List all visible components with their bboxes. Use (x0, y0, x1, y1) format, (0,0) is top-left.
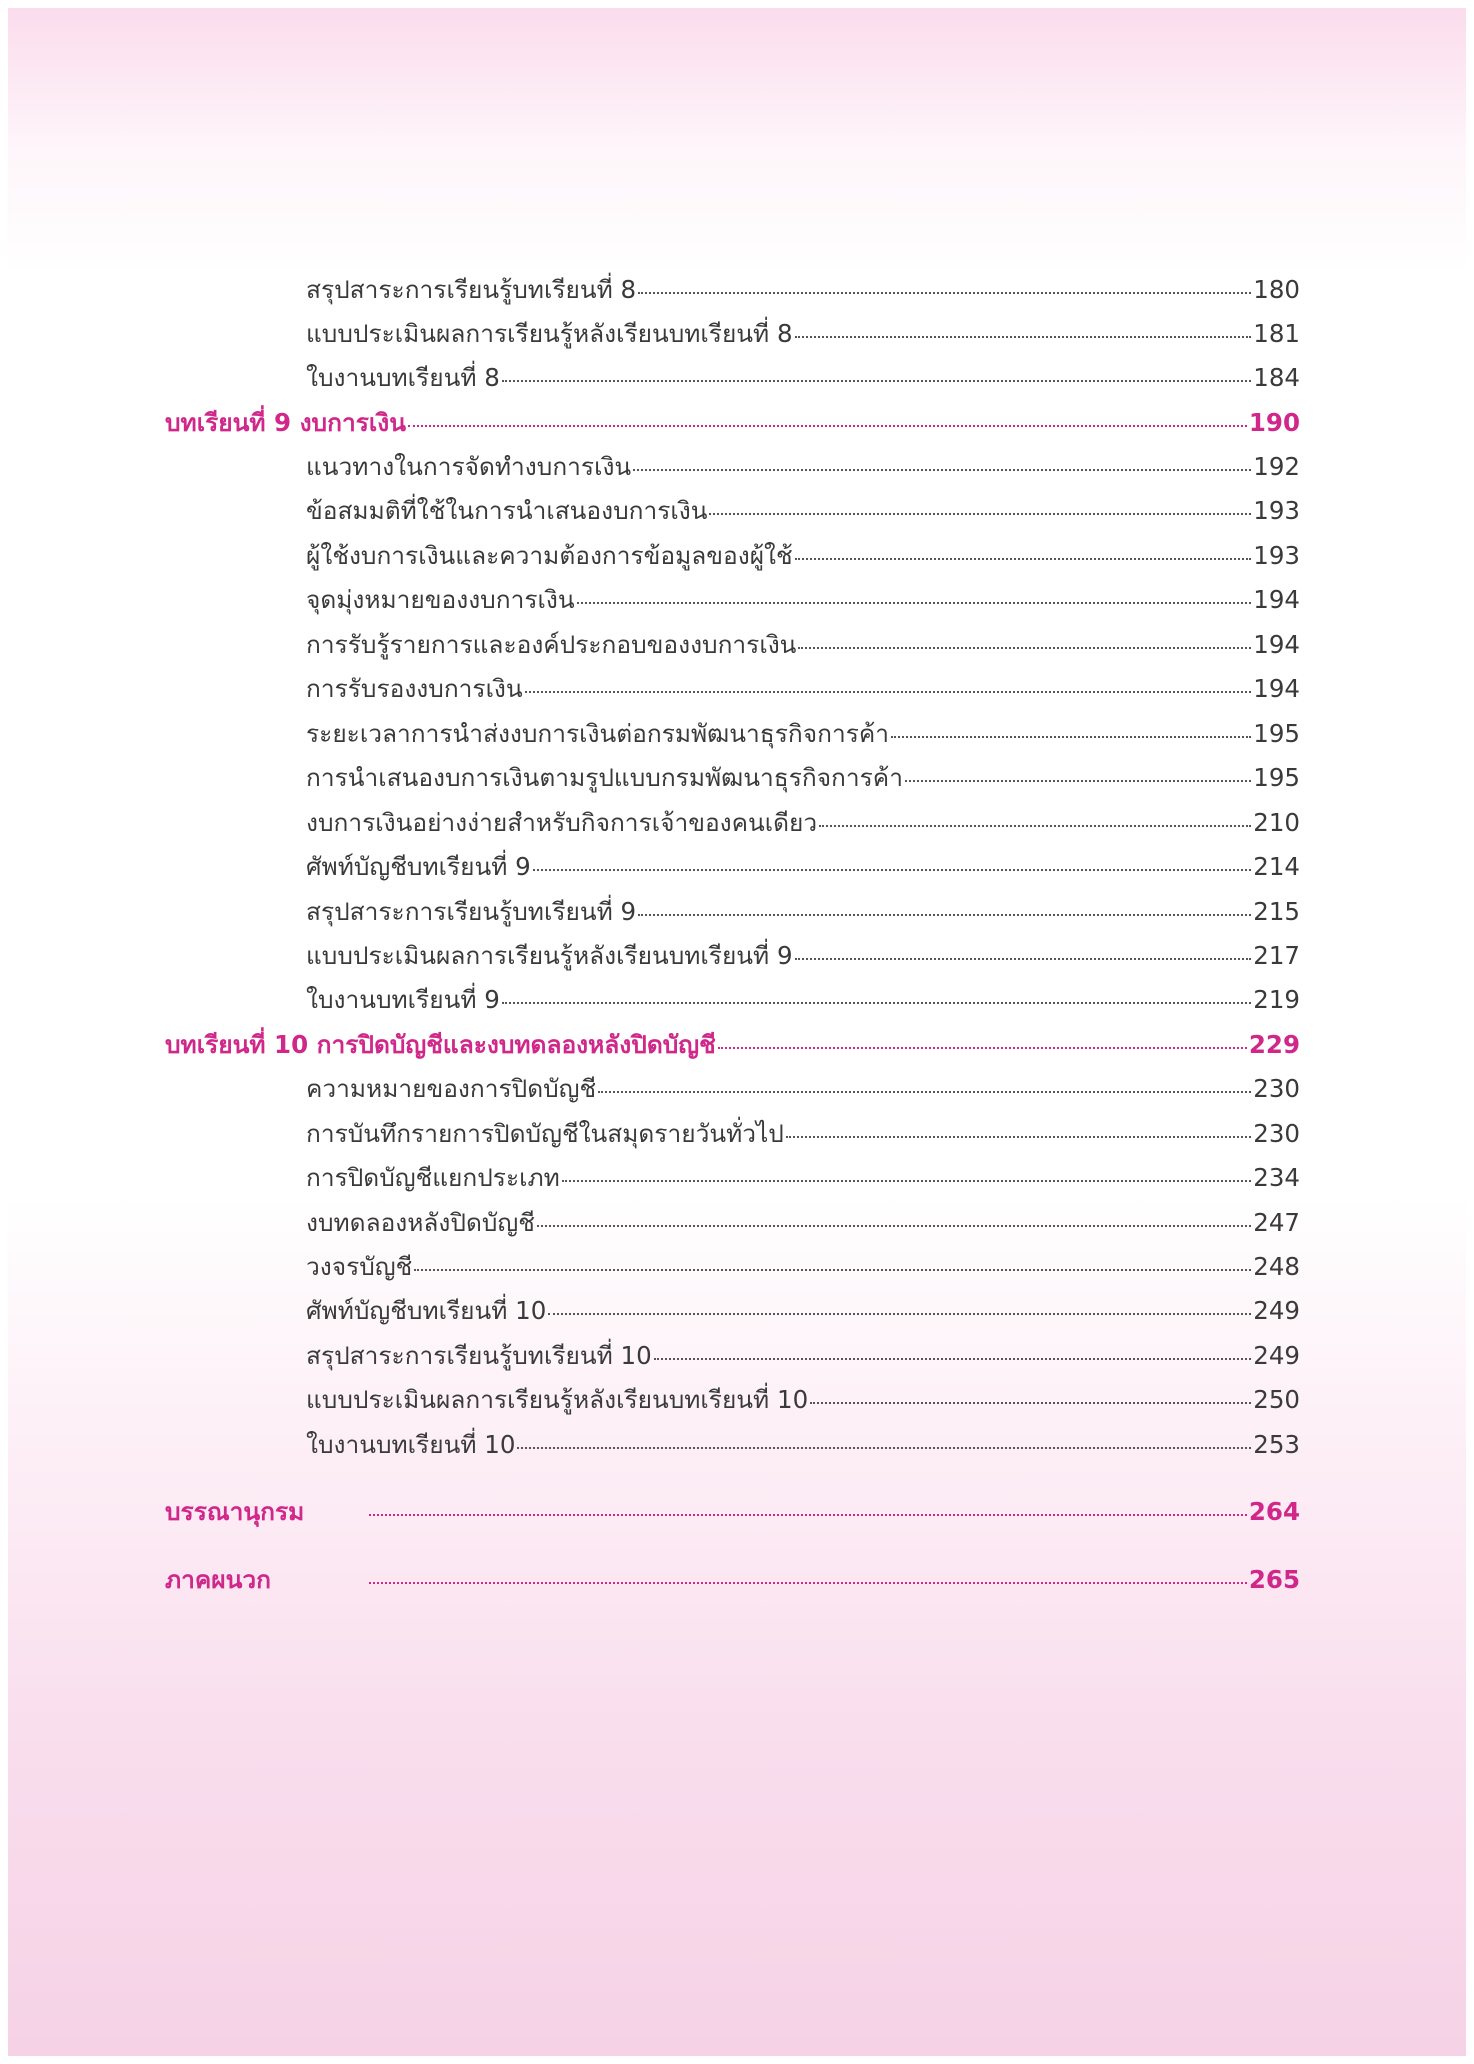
toc-entry-page: 249 (1253, 1341, 1300, 1370)
dot-leader (525, 690, 1252, 693)
toc-entry-page: 193 (1253, 496, 1300, 525)
toc-appendix-title: ภาคผนวก (165, 1565, 271, 1594)
dot-leader (369, 1513, 1247, 1516)
toc-entry-title: วงจรบัญชี (306, 1252, 413, 1281)
dot-leader (414, 1268, 1251, 1271)
toc-entry[interactable] (306, 1158, 1300, 1198)
toc-entry-title: งบการเงินอย่างง่ายสำหรับกิจการเจ้าของคนเดียว (306, 808, 818, 837)
dot-leader (795, 335, 1252, 338)
toc-entry[interactable] (306, 1336, 1300, 1376)
toc-chapter-page: 229 (1248, 1030, 1300, 1059)
toc-entry-page: 194 (1253, 585, 1300, 614)
dot-leader (598, 1090, 1251, 1093)
toc-entry[interactable] (306, 1380, 1300, 1420)
dot-leader (798, 646, 1251, 649)
toc-entry-title: ใบงานบทเรียนที่ 9 (306, 985, 500, 1014)
toc-entry[interactable] (306, 1425, 1300, 1465)
toc-appendix-page: 265 (1248, 1565, 1300, 1594)
dot-leader (533, 868, 1251, 871)
toc-entry[interactable] (306, 536, 1300, 576)
toc-entry[interactable] (306, 892, 1300, 932)
toc-bibliography-entry[interactable] (165, 1492, 1300, 1532)
toc-entry-title: สรุปสาระการเรียนรู้บทเรียนที่ 9 (306, 897, 637, 926)
toc-entry-title: สรุปสาระการเรียนรู้บทเรียนที่ 10 (306, 1341, 652, 1370)
toc-chapter-entry[interactable] (165, 403, 1300, 443)
toc-entry[interactable] (306, 625, 1300, 665)
dot-leader (502, 379, 1251, 382)
toc-bibliography-title: บรรณานุกรม (165, 1497, 305, 1526)
toc-entry-title: จุดมุ่งหมายของงบการเงิน (306, 585, 575, 614)
toc-entry-page: 247 (1253, 1208, 1300, 1237)
toc-entry-title: การนำเสนองบการเงินตามรูปแบบกรมพัฒนาธุรกิจการค้า (306, 763, 903, 792)
dot-leader (810, 1401, 1251, 1404)
toc-entry[interactable] (306, 803, 1300, 843)
dot-leader (891, 735, 1251, 738)
toc-chapter-page: 190 (1248, 408, 1300, 437)
toc-entry-title: สรุปสาระการเรียนรู้บทเรียนที่ 8 (306, 275, 637, 304)
toc-entry-title: ความหมายของการปิดบัญชี (306, 1074, 597, 1103)
toc-entry-title: แบบประเมินผลการเรียนรู้หลังเรียนบทเรียนที่ 9 (306, 941, 793, 970)
toc-entry-page: 195 (1253, 763, 1300, 792)
toc-entry-page: 230 (1253, 1074, 1300, 1103)
toc-entry-page: 234 (1253, 1163, 1300, 1192)
toc-entry[interactable] (306, 314, 1300, 354)
toc-entry-title: การรับรู้รายการและองค์ประกอบของงบการเงิน (306, 630, 797, 659)
dot-leader (905, 779, 1251, 782)
toc-entry-page: 248 (1253, 1252, 1300, 1281)
dot-leader (795, 957, 1252, 960)
toc-entry-page: 192 (1253, 452, 1300, 481)
toc-entry-page: 253 (1253, 1430, 1300, 1459)
toc-entry-page: 219 (1253, 985, 1300, 1014)
toc-entry-page: 250 (1253, 1385, 1300, 1414)
toc-entry-title: งบทดลองหลังปิดบัญชี (306, 1208, 535, 1237)
toc-entry-title: ศัพท์บัญชีบทเรียนที่ 9 (306, 852, 531, 881)
toc-entry-page: 195 (1253, 719, 1300, 748)
toc-entry-page: 181 (1253, 319, 1300, 348)
toc-chapter-title: บทเรียนที่ 10 การปิดบัญชีและงบทดลองหลังปิดบัญชี (165, 1030, 716, 1059)
toc-entry-title: แบบประเมินผลการเรียนรู้หลังเรียนบทเรียนที่ 8 (306, 319, 793, 348)
toc-entry-title: ผู้ใช้งบการเงินและความต้องการข้อมูลของผู้ใช้ (306, 541, 793, 570)
toc-entry-title: ใบงานบทเรียนที่ 10 (306, 1430, 516, 1459)
toc-entry[interactable] (306, 847, 1300, 887)
dot-leader (795, 557, 1252, 560)
dot-leader (537, 1224, 1251, 1227)
toc-entry-page: 249 (1253, 1296, 1300, 1325)
toc-entry[interactable] (306, 1247, 1300, 1287)
dot-leader (562, 1179, 1251, 1182)
toc-entry[interactable] (306, 1203, 1300, 1243)
toc-entry[interactable] (306, 714, 1300, 754)
toc-entry[interactable] (306, 669, 1300, 709)
dot-leader (502, 1001, 1251, 1004)
toc-entry[interactable] (306, 936, 1300, 976)
dot-leader (654, 1357, 1252, 1360)
dot-leader (517, 1446, 1251, 1449)
dot-leader (577, 601, 1252, 604)
toc-chapter-title: บทเรียนที่ 9 งบการเงิน (165, 408, 406, 437)
dot-leader (786, 1135, 1251, 1138)
dot-leader (408, 424, 1247, 427)
toc-entry-page: 194 (1253, 674, 1300, 703)
toc-appendix-entry[interactable] (165, 1560, 1300, 1600)
toc-entry[interactable] (306, 758, 1300, 798)
dot-leader (709, 512, 1251, 515)
toc-bibliography-page: 264 (1248, 1497, 1300, 1526)
dot-leader (638, 913, 1251, 916)
toc-entry[interactable] (306, 580, 1300, 620)
dot-leader (633, 468, 1251, 471)
toc-entry-title: ใบงานบทเรียนที่ 8 (306, 363, 500, 392)
toc-entry-title: ระยะเวลาการนำส่งงบการเงินต่อกรมพัฒนาธุรกิจการค้า (306, 719, 890, 748)
toc-entry[interactable] (306, 980, 1300, 1020)
toc-entry[interactable] (306, 491, 1300, 531)
toc-entry-page: 217 (1253, 941, 1300, 970)
toc-entry[interactable] (306, 1291, 1300, 1331)
toc-entry-page: 184 (1253, 363, 1300, 392)
toc-chapter-entry[interactable] (165, 1025, 1300, 1065)
toc-entry[interactable] (306, 1069, 1300, 1109)
toc-entry-page: 214 (1253, 852, 1300, 881)
dot-leader (819, 824, 1251, 827)
toc-entry-title: การบันทึกรายการปิดบัญชีในสมุดรายวันทั่วไป (306, 1119, 784, 1148)
toc-entry-page: 194 (1253, 630, 1300, 659)
toc-entry-page: 230 (1253, 1119, 1300, 1148)
toc-entry[interactable] (306, 270, 1300, 310)
toc-entry-title: แบบประเมินผลการเรียนรู้หลังเรียนบทเรียนที่ 10 (306, 1385, 809, 1414)
toc-entry-page: 180 (1253, 275, 1300, 304)
dot-leader (369, 1581, 1247, 1584)
toc-entry-title: แนวทางในการจัดทำงบการเงิน (306, 452, 632, 481)
dot-leader (718, 1046, 1247, 1049)
toc-entry-title: การรับรองงบการเงิน (306, 674, 523, 703)
toc-entry-page: 210 (1253, 808, 1300, 837)
toc-entry[interactable] (306, 1114, 1300, 1154)
dot-leader (638, 291, 1251, 294)
toc-entry[interactable] (306, 358, 1300, 398)
toc-entry-title: ข้อสมมติที่ใช้ในการนำเสนองบการเงิน (306, 496, 708, 525)
dot-leader (548, 1312, 1251, 1315)
toc-entry[interactable] (306, 447, 1300, 487)
toc-entry-page: 215 (1253, 897, 1300, 926)
toc-entry-page: 193 (1253, 541, 1300, 570)
toc-entry-title: การปิดบัญชีแยกประเภท (306, 1163, 560, 1192)
toc-entry-title: ศัพท์บัญชีบทเรียนที่ 10 (306, 1296, 547, 1325)
